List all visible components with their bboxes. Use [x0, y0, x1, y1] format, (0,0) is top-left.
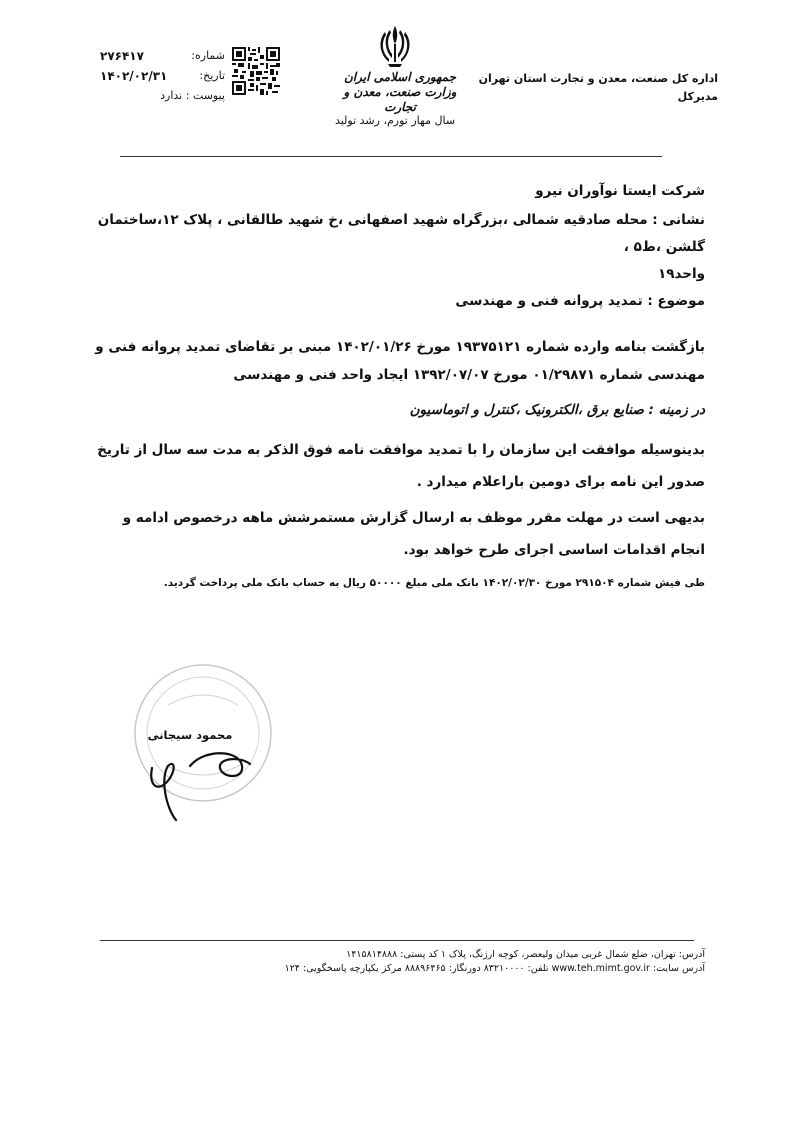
organization-name: اداره کل صنعت، معدن و تجارت استان تهران — [478, 72, 718, 85]
field-of-activity: در زمینه : صنایع برق ،الکترونیک ،کنترل و اتوماسیون — [409, 402, 705, 418]
letter-date — [100, 66, 225, 86]
year-slogan: سال مهار تورم، رشد تولید — [334, 114, 456, 127]
date-label: تاریخ: — [199, 69, 225, 82]
number-value: ۲۷۶۴۱۷ — [100, 49, 144, 63]
signer-name: محمود سیجانی — [147, 728, 233, 742]
number-label: شماره: — [191, 49, 225, 62]
footer-divider — [100, 940, 694, 941]
date-value: ۱۴۰۲/۰۲/۳۱ — [100, 69, 168, 83]
letter-number — [100, 46, 225, 66]
iran-emblem-logo — [370, 20, 420, 70]
ministry-logo-text — [330, 70, 470, 115]
recipient-address-line2: واحد۱۹ — [657, 266, 705, 282]
paragraph-obligation: بدیهی است در مهلت مقرر موظف به ارسال گزارش مستمرشش ماهه درخصوص ادامه و انجام اقدامات اساسی اجرای طرح خواهد بود. — [122, 510, 705, 558]
payment-note: طی فیش شماره ۲۹۱۵۰۴ مورخ ۱۴۰۲/۰۲/۳۰ بانک ملی مبلغ ۵۰۰۰۰ ریال به حساب بانک ملی پرداخت گردید. — [163, 577, 705, 589]
republic-name: جمهوری اسلامی ایران — [343, 70, 457, 84]
letter-body — [90, 178, 705, 594]
footer-contact: آدرس سایت: www.teh.mimt.gov.ir تلفن: ۸۳۲۱۰۰۰۰ دورنگار: ۸۸۸۹۶۴۶۵ مرکز یکپارچه پاسخگویی: ۱۲۴ — [284, 963, 705, 974]
attachment: پیوست : ندارد — [160, 89, 225, 102]
qr-code — [232, 47, 280, 95]
letter-meta — [100, 46, 225, 106]
header-organization — [478, 70, 718, 106]
paragraph-reference: بازگشت بنامه وارده شماره ۱۹۳۷۵۱۲۱ مورخ ۱۴۰۲/۰۱/۲۶ مبنی بر تقاضای تمدید پروانه فنی و مهندسی شماره ۰۱/۲۹۸۷۱ مورخ ۱۳۹۲/۰۷/۰۷ ایجاد واحد فنی و مهندسی — [95, 339, 705, 383]
organization-title: مدیرکل — [677, 90, 718, 103]
footer-address: آدرس: تهران، ضلع شمال غربی میدان ولیعصر، کوچه ارژنگ، پلاک ۱ کد پستی: ۱۴۱۵۸۱۴۸۸۸ — [346, 949, 705, 960]
recipient-company: شرکت ایستا نوآوران نیرو — [535, 183, 705, 199]
header-divider — [120, 156, 662, 157]
footer — [130, 948, 705, 976]
letter-subject: موضوع : تمدید پروانه فنی و مهندسی — [455, 293, 705, 309]
recipient-address-line1: نشانی : محله صادقیه شمالی ،بزرگراه شهید اصفهانی ،خ شهید طالقانی ، پلاک ۱۲،ساختمان گلشن ،ط۵ ، — [97, 212, 705, 255]
ministry-name: وزارت صنعت، معدن و تجارت — [343, 85, 457, 114]
handwritten-signature — [130, 738, 270, 823]
paragraph-approval: بدینوسیله موافقت این سازمان را با تمدید موافقت نامه فوق الذکر به مدت سه سال از تاریخ صدور این نامه برای دومین باراعلام میدارد . — [97, 442, 705, 490]
